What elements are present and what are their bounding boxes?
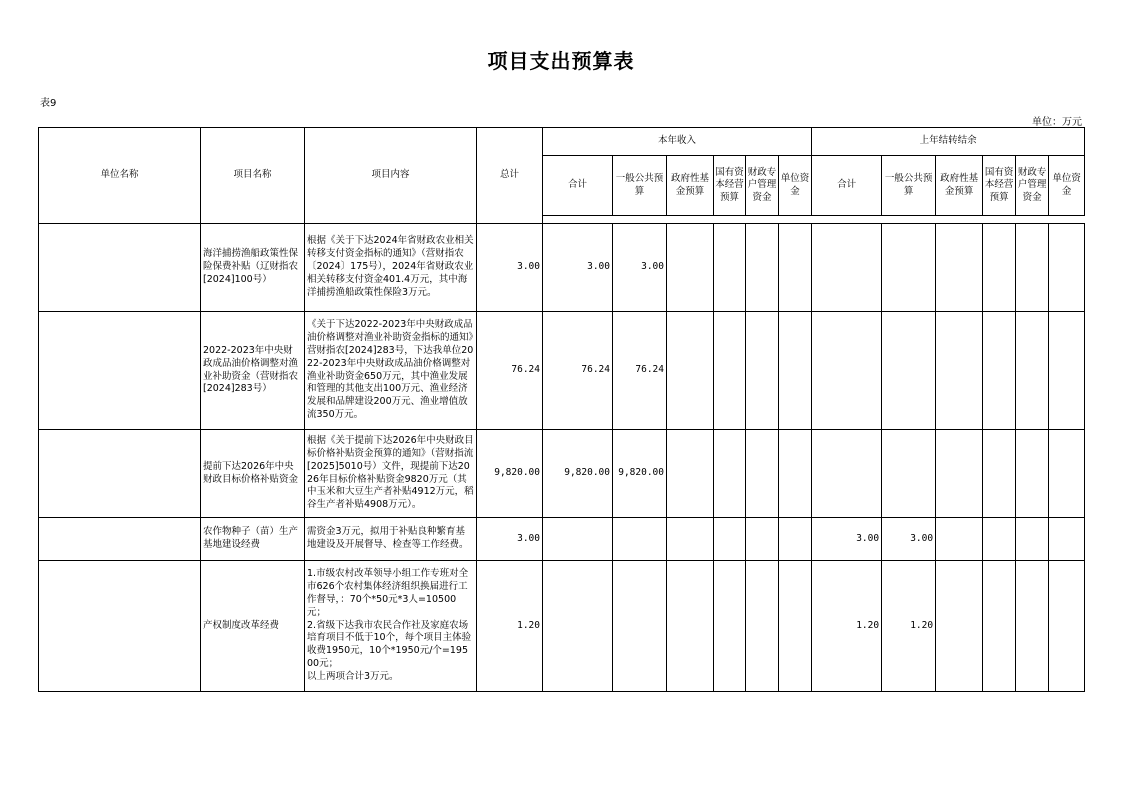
amount-cell [543, 561, 613, 692]
amount-cell [714, 224, 746, 312]
amount-cell [1016, 561, 1049, 692]
amount-cell [936, 561, 983, 692]
amount-cell [779, 224, 812, 312]
amount-cell [882, 312, 936, 430]
amount-cell [1016, 518, 1049, 561]
amount-cell [543, 518, 613, 561]
header-last-year-fund: 政府性基金预算 [936, 156, 983, 216]
header-last-year-general: 一般公共预算 [882, 156, 936, 216]
amount-cell: 3.00 [812, 518, 882, 561]
amount-cell [714, 518, 746, 561]
amount-cell [1049, 224, 1085, 312]
table-row [39, 518, 1085, 561]
table-row [39, 312, 1085, 430]
amount-cell [1049, 561, 1085, 692]
amount-cell: 1.20 [882, 561, 936, 692]
amount-cell [936, 518, 983, 561]
amount-cell [667, 561, 714, 692]
amount-cell [779, 561, 812, 692]
project-name-cell: 产权制度改革经费 [201, 561, 305, 692]
amount-cell: 9,820.00 [613, 430, 667, 518]
header-unit-name: 单位名称 [39, 128, 201, 224]
header-project-content: 项目内容 [305, 128, 477, 224]
header-last-year-state-capital: 国有资本经营预算 [983, 156, 1016, 216]
table-row [39, 430, 1085, 518]
amount-cell [983, 561, 1016, 692]
header-this-year-fund: 政府性基金预算 [667, 156, 714, 216]
amount-cell [1049, 430, 1085, 518]
amount-cell [613, 561, 667, 692]
header-this-year: 本年收入 [543, 128, 812, 156]
header-this-year-unit-funds: 单位资金 [779, 156, 812, 216]
header-last-year: 上年结转结余 [812, 128, 1085, 156]
amount-cell: 1.20 [477, 561, 543, 692]
header-total: 总计 [477, 128, 543, 224]
header-this-year-special-account: 财政专户管理资金 [746, 156, 779, 216]
amount-cell [983, 430, 1016, 518]
amount-cell [983, 312, 1016, 430]
amount-cell [613, 518, 667, 561]
amount-cell: 9,820.00 [477, 430, 543, 518]
amount-cell [983, 518, 1016, 561]
unit-name-cell [39, 561, 201, 692]
table-number: 表9 [40, 98, 57, 109]
header-last-year-sum: 合计 [812, 156, 882, 216]
amount-cell [983, 224, 1016, 312]
amount-cell: 3.00 [477, 518, 543, 561]
unit-label: 单位：万元 [1032, 117, 1082, 128]
amount-cell: 3.00 [543, 224, 613, 312]
amount-cell [882, 224, 936, 312]
header-last-year-special-account: 财政专户管理资金 [1016, 156, 1049, 216]
amount-cell [1049, 312, 1085, 430]
project-name-cell: 农作物种子（苗）生产基地建设经费 [201, 518, 305, 561]
amount-cell [746, 561, 779, 692]
header-this-year-general: 一般公共预算 [613, 156, 667, 216]
table-body [39, 224, 1085, 692]
amount-cell [812, 224, 882, 312]
project-content-cell: 1.市级农村改革领导小组工作专班对全市626个农村集体经济组织换届进行工作督导，：70个*50元*3人=10500元； 2.省级下达我市农民合作社及家庭农场培育项目不低于10个，每个项目主体验收费1950元，10个*1950元/个=19500元； 以上两项合计3万元。 [305, 561, 477, 692]
amount-cell [1016, 430, 1049, 518]
table-row [39, 224, 1085, 312]
amount-cell [779, 312, 812, 430]
unit-name-cell [39, 312, 201, 430]
unit-name-cell [39, 224, 201, 312]
amount-cell [714, 561, 746, 692]
table-header [39, 128, 1085, 224]
amount-cell: 76.24 [543, 312, 613, 430]
amount-cell [714, 430, 746, 518]
header-project-name: 项目名称 [201, 128, 305, 224]
amount-cell: 9,820.00 [543, 430, 613, 518]
amount-cell [714, 312, 746, 430]
amount-cell: 76.24 [613, 312, 667, 430]
amount-cell [1049, 518, 1085, 561]
header-this-year-sum: 合计 [543, 156, 613, 216]
unit-name-cell [39, 430, 201, 518]
amount-cell [746, 312, 779, 430]
amount-cell [667, 430, 714, 518]
amount-cell [936, 224, 983, 312]
page-title: 项目支出预算表 [487, 49, 635, 73]
amount-cell [667, 312, 714, 430]
header-last-year-unit-funds: 单位资金 [1049, 156, 1085, 216]
amount-cell [779, 430, 812, 518]
amount-cell [812, 312, 882, 430]
project-content-cell: 《关于下达2022-2023年中央财政成品油价格调整对渔业补助资金指标的通知》营财指农[2024]283号，下达我单位2022-2023年中央财政成品油价格调整对渔业补助资金650万元，其中渔业发展和管理的其他支出100万元、渔业经济发展和品牌建设200万元、渔业增值放流350万元。 [305, 312, 477, 430]
amount-cell [812, 430, 882, 518]
amount-cell [746, 518, 779, 561]
project-content-cell: 需资金3万元，拟用于补贴良种繁育基地建设及开展督导、检查等工作经费。 [305, 518, 477, 561]
amount-cell [667, 224, 714, 312]
project-name-cell: 提前下达2026年中央财政目标价格补贴资金 [201, 430, 305, 518]
amount-cell: 3.00 [882, 518, 936, 561]
amount-cell [936, 430, 983, 518]
budget-table [38, 127, 1085, 692]
amount-cell: 1.20 [812, 561, 882, 692]
amount-cell [936, 312, 983, 430]
amount-cell: 3.00 [477, 224, 543, 312]
amount-cell: 3.00 [613, 224, 667, 312]
header-this-year-state-capital: 国有资本经营预算 [714, 156, 746, 216]
project-content-cell: 根据《关于提前下达2026年中央财政目标价格补贴资金预算的通知》（营财指流[2025]5010号）文件，现提前下达2026年目标价格补贴资金9820万元（其中玉米和大豆生产者补贴4912万元，稻谷生产者补贴4908万元）。 [305, 430, 477, 518]
project-content-cell: 根据《关于下达2024年省财政农业相关转移支付资金指标的通知》（营财指农〔2024〕175号），2024年省财政农业相关转移支付资金401.4万元，其中海洋捕捞渔船政策性保险3万元。 [305, 224, 477, 312]
amount-cell [667, 518, 714, 561]
amount-cell [1016, 224, 1049, 312]
amount-cell [746, 224, 779, 312]
project-name-cell: 2022-2023年中央财政成品油价格调整对渔业补助资金（营财指农[2024]283号） [201, 312, 305, 430]
amount-cell [1016, 312, 1049, 430]
amount-cell [779, 518, 812, 561]
unit-name-cell [39, 518, 201, 561]
amount-cell [882, 430, 936, 518]
project-name-cell: 海洋捕捞渔船政策性保险保费补贴（辽财指农[2024]100号） [201, 224, 305, 312]
amount-cell [746, 430, 779, 518]
table-row [39, 561, 1085, 692]
amount-cell: 76.24 [477, 312, 543, 430]
